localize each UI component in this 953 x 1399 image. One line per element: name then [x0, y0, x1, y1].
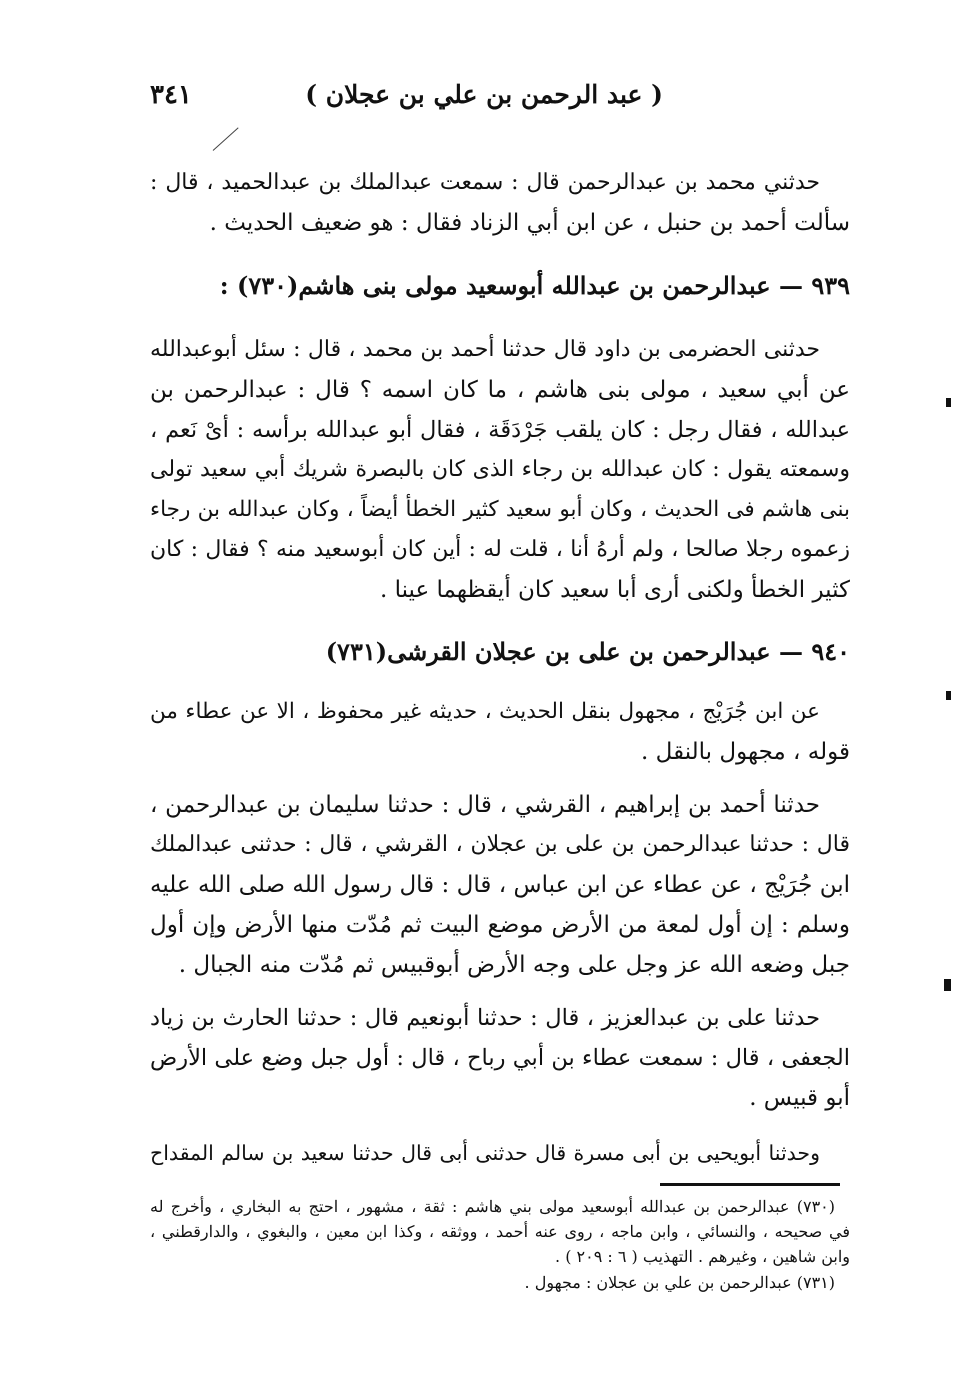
text-line: بنى هاشم فى الحديث ، وكان أبو سعيد كثير الخطأ أيضاً ، وكان عبدالله بن رجاء [150, 497, 850, 522]
text-line: زعموه رجلا صالحا ، ولم أرهُ أنا ، قلت له : أين كان أبوسعيد منه ؟ فقال : كان [150, 537, 850, 562]
text-line: الجعفى ، قال : سمعت عطاء بن أبي رباح ، قال : أول جبل وضع على الأرض [150, 1045, 850, 1071]
text-line: قوله ، مجهول بالنقل . [641, 739, 850, 765]
text-line: قال : حدثنا عبدالرحمن بن على بن عجلان ، القرشي ، قال : حدثنى عبدالملك [150, 832, 850, 857]
footnote-rule [660, 1183, 840, 1186]
paragraph-intro [150, 163, 850, 243]
entry-heading-940: ٩٤٠ — عبدالرحمن بن على بن عجلان القرشى(٧٣١) [325, 637, 850, 666]
text-line: وحدثنا أبويحيى بن أبى مسرة قال حدثنى أبى قال حدثنا سعيد بن سالم المقداح [150, 1141, 820, 1165]
page-header [150, 80, 833, 120]
entry-heading-939: ٩٣٩ — عبدالرحمن بن عبدالله أبوسعيد مولى بنى هاشم(٧٣٠) : [219, 271, 850, 300]
paragraph-hadith-3 [150, 1133, 850, 1173]
text-line: وسمعته يقول : كان عبدالله بن رجاء الذى كان بالبصرة شريك أبي سعيد تولى [150, 457, 850, 482]
scan-artifact-stroke [213, 127, 239, 150]
text-line: عن ابن جُرَيْج ، مجهول بنقل الحديث ، حديثه غير محفوظ ، الا عن عطاء من [150, 699, 820, 724]
text-line: ابن جُرَيْج ، عن عطاء عن ابن عباس ، قال : قال رسول الله صلى الله عليه [150, 872, 850, 898]
text-line: كثير الخطأ ولكنى أرى أبا سعيد كان أيقظهما عينا . [379, 577, 850, 603]
page-number: ٣٤١ [150, 80, 192, 110]
text-line: سألت أحمد بن حنبل ، عن ابن أبي الزناد فقال : هو ضعيف الحديث . [209, 210, 850, 236]
text-line: أبو قبيس . [749, 1085, 850, 1111]
scan-artifact-mark [946, 398, 951, 407]
footnote-line: (٧٣١) عبدالرحمن بن علي بن عجلان : مجهول . [524, 1273, 835, 1292]
footnote-line: في صحيحه ، والنسائي ، وابن ماجه ، روى عنه أحمد ، ووثقه ، وكذا ابن معين ، والبغوي ، والدارقطني ، [150, 1222, 850, 1241]
scan-artifact-mark [944, 979, 951, 991]
text-line: حدثنا على بن عبدالعزيز ، قال : حدثنا أبونعيم قال : حدثنا الحارث بن زياد [150, 1005, 820, 1031]
text-line: حدثنى الحضرمى بن داود قال حدثنا أحمد بن محمد ، قال : سئل أبوعبدالله [150, 337, 820, 362]
text-line: جبل وضعه الله عز وجل على وجه الأرض أبوقبيس ثم مُدّت منه الجبال . [178, 952, 850, 978]
text-line: حدثني محمد بن عبدالرحمن قال : سمعت عبدالملك بن عبدالحميد ، قال : [150, 170, 820, 195]
paragraph-entry-940 [150, 692, 850, 772]
footnote-730 [150, 1194, 850, 1269]
footnote-line: (٧٣٠) عبدالرحمن بن عبدالله أبوسعيد مولى بني هاشم : ثقة ، مشهور ، احتج به البخاري ، وأخرج له [150, 1197, 835, 1216]
footnote-731 [150, 1270, 850, 1295]
paragraph-entry-939 [150, 330, 850, 610]
text-line: وسلم : إن أول لمعة من الأرض موضع البيت ثم مُدّت منها الأرض وإن أول [150, 912, 850, 938]
text-line: عن أبي سعيد ، مولى بنى هاشم ، ما كان اسمه ؟ قال : عبدالرحمن بن [150, 377, 850, 403]
text-line: عبدالله ، فقال رجل : كان يلقب جَرْدَقَة ، فقال أبو عبدالله برأسه : أىْ نَعم ، [150, 417, 850, 443]
scan-artifact-mark [946, 691, 951, 700]
paragraph-hadith-2 [150, 998, 850, 1118]
text-line: حدثنا أحمد بن إبراهيم ، القرشي ، قال : حدثنا سليمان بن عبدالرحمن ، [150, 792, 820, 818]
paragraph-hadith-1 [150, 785, 850, 985]
footnote-line: وابن شاهين ، وغيرهم . التهذيب ( ٦ : ٢٠٩ ) . [555, 1247, 850, 1266]
running-title: ( عبد الرحمن بن علي بن عجلان ) [305, 80, 663, 109]
